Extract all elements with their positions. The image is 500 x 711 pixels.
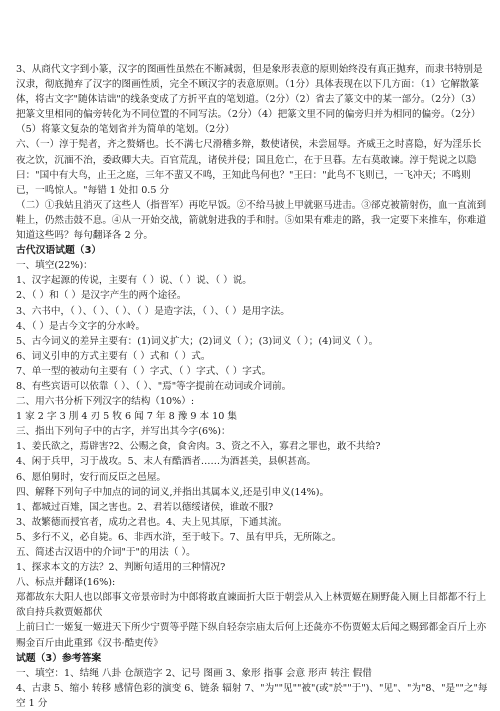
section-jieci-items: 1、探求本文的方法？2、判断句适用的三种情况? — [16, 562, 226, 574]
fill-blank-question: 2、（ ）和（ ）是汉字产生的两个途径。 — [16, 290, 187, 302]
section-liushu-heading: 二、用六书分析下列汉字的结构（10%）: — [16, 396, 195, 408]
fill-blank-question: 7、单一型的被动句主要有（ ）字式、（ ）字式、（ ）字式。 — [16, 365, 272, 377]
fill-blank-question: 1、汉字起源的传说，主要有（ ）说、（ ）说、（ ）说。 — [16, 275, 252, 287]
fill-blank-question: 4、（ ）是古今文字的分水岭。 — [16, 320, 146, 332]
section-ciyi-item: 1、都城过百雉，国之害也。2、君若以德绥诸侯，谁敢不服? — [16, 501, 274, 513]
answer-paragraph-6-2: （二）①我姑且消灭了这些人（指晋军）再吃早饭。②不给马披上甲就驱马进击。③郤克被箭射伤，血一直流到鞋上，仍然击鼓不息。④从一开始交战，箭就射进我的手和肘。⑤如果有难走的路，我一定要下来推车，你难道知道这些吗？每句翻译各 2 分。 — [16, 199, 487, 242]
section-liushu-items: 1 家 2 字 3 刖 4 刃 5 牧 6 闻 7 年 8 豫 9 本 10 集 — [16, 411, 238, 423]
section-ciyi-item: 3、故繁德而授官者，成功之君也。4、夫上见其原，下通其流。 — [16, 516, 288, 528]
section-guzi-item: 6、愿伯舅时，安行而反臣之邑屋。 — [16, 471, 167, 483]
section-guzi-item: 4、闲于兵甲，习于战攻。5、末人有酷酒者……为酒甚美，县帜甚高。 — [16, 456, 317, 468]
answer-key-title: 试题（3）参考答案 — [16, 652, 102, 664]
section-punctuate-text-1: 郑都故东大阳人也以郎事文帝景帝时为中郎将敢直谏面折大臣于朝尝从入上林贾姬在厕野彘入厕上目都都不行上欲自持兵救贾姬都伏 — [16, 592, 487, 619]
exam-title: 古代汉语试题（3） — [16, 245, 102, 257]
fill-blank-question: 8、有些宾语可以依靠（ ）、（ ）、"焉"等字提前在动词或介词前。 — [16, 380, 292, 392]
answer-paragraph-3: 3、从商代文字到小篆，汉字的图画性虽然在不断减弱，但是象形表意的原则始终没有真正抛弃，而隶书特别是汉隶，彻底抛弃了汉字的图画性质，完全不顾汉字的表意原则。（1分）具体表现在以下几方面：（1）它解散篆体，将古文字"随体诘诎"的线条变成了方折平直的笔划道。（2分）（2）省去了篆文中的某一部分。（2分）（3）把篆文里相同的偏旁转化为不同位置的不同写法。（2分）（4）把篆文里不同的偏旁归并为相同的偏旁。（2分）（5）将篆文复杂的笔划省并为简单的笔划。（2分） — [16, 64, 483, 136]
answer-paragraph-6-1: 六、（一）淳于髡者，齐之赘婿也。长不满七尺滑稽多辩，数使诸侯，未尝屈辱。齐威王之时喜隐，好为淫乐长夜之饮，沉湎不治，委政卿大夫。百官荒乱，诸侯并侵；国且危亡，在于旦暮。左右莫敢谏。淳于髡说之以隐曰："国中有大鸟，止王之庭，三年不蜚又不鸣，王知此鸟何也？"王曰："此鸟不飞则已，一飞冲天；不鸣则已，一鸣惊人。"每错 1 处扣 0.5 分 — [16, 139, 482, 196]
section-fill-blank-heading: 一、填空(22%)： — [16, 260, 93, 272]
fill-blank-question: 6、词义引申的方式主要有（ ）式和（ ）式。 — [16, 350, 211, 362]
section-ciyi-heading: 四、解释下列句子中加点的词的词义,并指出其属本义,还是引申义(14%)。 — [16, 486, 330, 498]
section-ciyi-item: 5、多行不义，必自毙。6、非西水浒，至于岐下。7、虽有甲兵，无所陈之。 — [16, 531, 342, 543]
section-punctuate-heading: 八、标点并翻译(16%): — [16, 577, 116, 589]
section-guzi-item: 1、姜氏欲之，焉辟害?2、公赐之食，食舍肉。3、资之不入，寡君之罪也，敢不共给? — [16, 441, 381, 453]
section-jieci-heading: 五、简述古汉语中的介词"于"的用法（ ）。 — [16, 547, 196, 558]
fill-blank-question: 3、六书中，（ ）、（ ）、（ ）、（ ）是造字法，（ ）、（ ）是用字法。 — [16, 305, 290, 317]
section-guzi-heading: 三、指出下列句子中的古字，并写出其今字(6%)： — [16, 426, 231, 438]
fill-blank-question: 5、古今词义的差异主要有：(1)词义扩大；(2)词义（ ）；(3)词义（ ）；(4)词义（ ）。 — [16, 335, 379, 347]
section-punctuate-text-2: 上前曰亡一姬复一姬进天下所少宁贾等乎陛下纵自轻奈宗庙太后何上还彘亦不伤贾姬太后闻之赐郅都金百斤上亦赐金百斤由此重郅《汉书·酷吏传》 — [16, 622, 487, 649]
answer-key-line: 4、古隶 5、缩小 转移 感情色彩的演变 6、链条 辐射 7、"为""见""被"(或"於""于")、"见"、"为"8、"是""之"每空 1 分 — [16, 682, 488, 709]
answer-key-line: 一、填空：1、结绳 八卦 仓颉造字 2、记号 图画 3、象形 指事 会意 形声 转注 假借 — [16, 667, 372, 679]
